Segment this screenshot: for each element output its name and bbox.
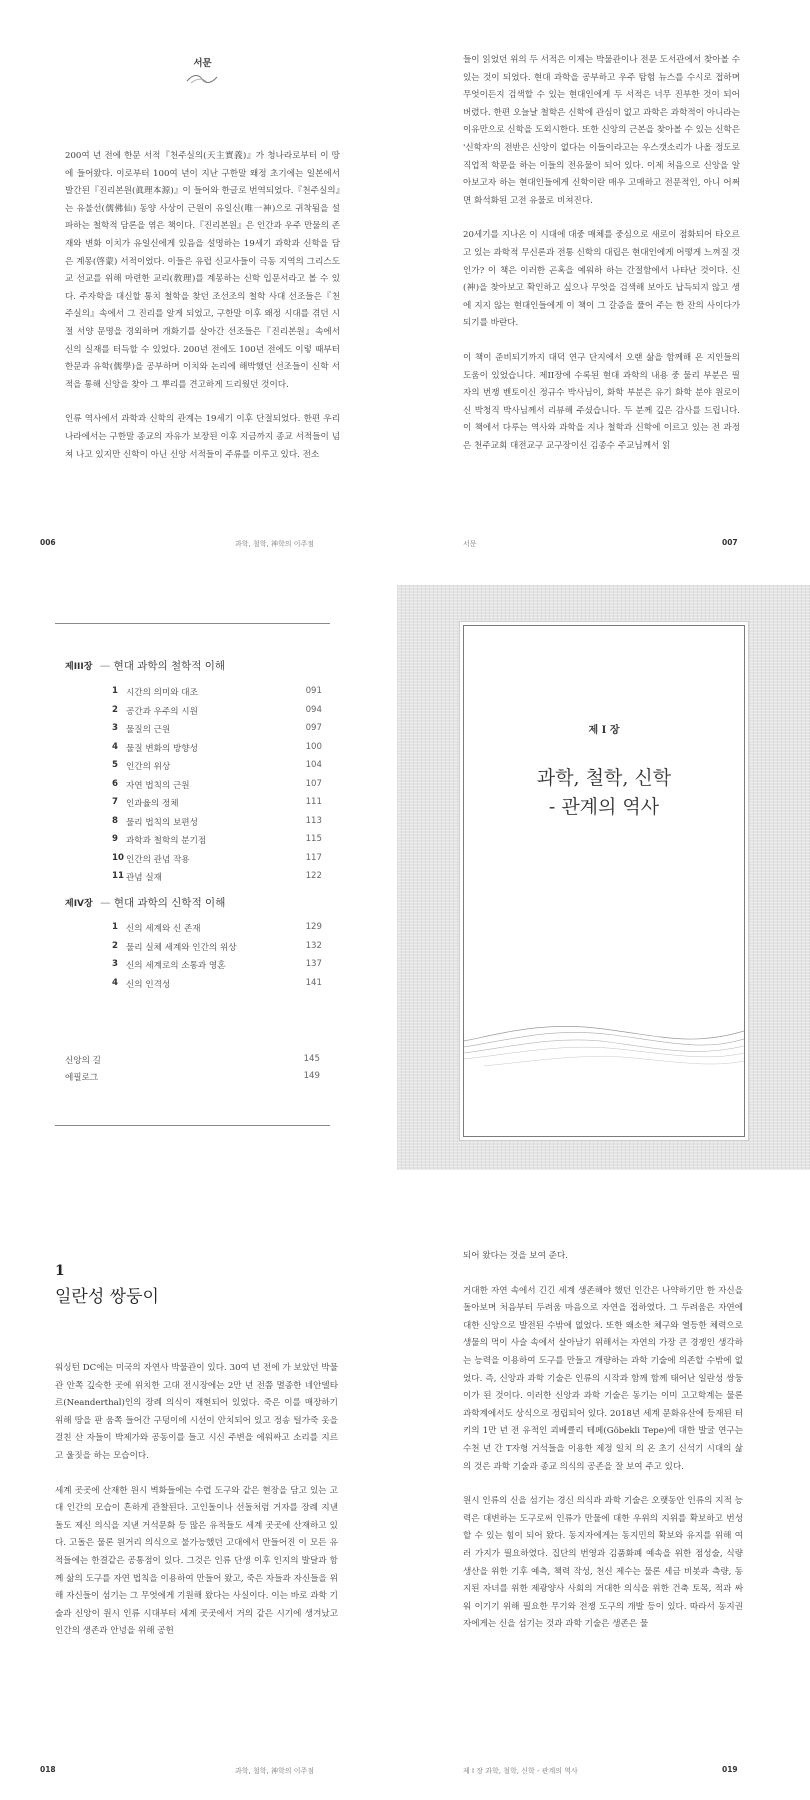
paragraph: 들이 읽었던 위의 두 서적은 이제는 박물관이나 전문 도서관에서 찾아볼 수 있는 것이 되었다. 현대 과학을 공부하고 우주 탐험 뉴스를 수시로 접하며 무엇이든지 검색할 수 있는 현대인에게 두 서적은 너무 진부한 것이 되어 버렸다. 한편 오늘날 철학은 신학에 관심이 없고 과학은 과학적이 아니라는 이유만으로 신학을 도외시한다. 또한 신앙의 근본을 찾아볼 수 있는 신학은 '신학자'의 전반은 신앙이 없다는 이들이라고는 우스갯소리가 나올 정도로 직업적 학문을 하는 이들의 전유물이 되어 있다. 이제 처음으로 신앙을 알아보고자 하는 현대인들에게 신학이란 매우 고매하고 전문적인, 아니 어쩌면 화석화된 고전 유물로 비쳐진다. [463, 55, 740, 206]
chapter-body-left [55, 1360, 338, 1641]
item-title: 인간의 관념 작용 [126, 854, 190, 865]
toc-section-heading: 제IV장 — 현대 과학의 신학적 이해 [65, 897, 226, 909]
toc-list-ch4 [112, 922, 322, 996]
folio-right [722, 538, 738, 547]
toc-item[interactable] [112, 686, 322, 705]
item-title: 신의 인격성 [126, 979, 171, 990]
paragraph: 200여 년 전에 한문 서적『천주실의(天主實義)』가 청나라로부터 이 땅에 들어왔다. 이로부터 100여 년이 지난 구한말 왜정 초기에는 일본에서 발간된『진리본원(眞理本源)』이 들어와 한글로 번역되었다.『천주실의』는 유불선(儒佛仙) 동양 사상이 근원이 유일신(唯一神)으로 귀착됨을 설파하는 철학적 담론을 엮은 책이다.『진리본원』은 인간과 우주 만물의 존재와 변화 이치가 유일신에게 있음을 설명하는 19세기 과학과 신학을 담은 계몽(啓蒙) 서적이었다. 이들은 유럽 신교사들이 극동 지역의 그리스도교 선교를 위해 마련한 교리(敎理)를 계몽하는 신학 입문서라고 볼 수 있다. 주자학을 대신할 통치 철학을 찾던 조선조의 철학 사대 선조들은『천주실의』속에서 그 진리를 알게 되었고, 구한말 이후 왜정 시대를 겪던 시절 서양 문명을 경외하며 개화기를 살아간 선조들은『진리본원』속에서 신의 실재를 터득할 수 있었다. 200년 전에도 100년 전에도 이렇 때부터 한문과 유학(儒學)을 공부하며 이치와 논리에 해박했던 선조들이 신학 서적을 통해 신앙을 찾아 그 뿌리를 견고하게 드리웠던 것이다. [65, 151, 340, 390]
toc-item[interactable] [112, 871, 322, 890]
item-page: 100 [305, 741, 322, 752]
item-title: 관념 실재 [126, 873, 162, 883]
item-page: 097 [305, 723, 322, 733]
item-page: 091 [305, 686, 322, 696]
item-title: 신의 세계로의 소통과 영혼 [126, 961, 226, 971]
chapter-label: 제 I 장 [588, 725, 620, 736]
item-page: 117 [305, 852, 322, 863]
chapter-title: 현대 과학의 철학적 이해 [113, 660, 226, 672]
running-head: 과학, 철학, 神학의 이주점 [235, 1767, 314, 1775]
item-number: 10 [112, 852, 124, 863]
page-number: 006 [40, 538, 56, 547]
toc-item[interactable] [112, 978, 322, 997]
paragraph: 되어 왔다는 것을 보여 준다. [463, 1251, 568, 1261]
paragraph: 워싱턴 DC에는 미국의 자연사 박물관이 있다. 30여 년 전에 가 보았던 박물관 안쪽 깊숙한 곳에 위치한 고대 전시장에는 2만 년 전쯤 멸종한 네안델타르(Neanderthal)인의 장례 의식이 재현되어 있었다. 죽은 이를 매장하기 위해 땅을 판 움쪽 들어간 구덩이에 시선이 안치되어 있고 정송 털가죽 옷을 걸친 산 자들이 박제가와 공동이를 들고 시신 주변을 에워싸고 소리를 지르고 울짓을 하는 모습이다. [55, 1363, 338, 1461]
page-number: 007 [722, 538, 738, 547]
item-title: 시간의 의미와 대조 [126, 688, 198, 698]
item-number: 4 [112, 977, 118, 988]
folio-right [722, 1765, 738, 1774]
item-number: 1 [112, 922, 118, 932]
toc-item[interactable] [112, 853, 322, 872]
spread-chapter1 [0, 1200, 810, 1800]
item-page: 129 [305, 922, 322, 932]
item-page: 104 [305, 760, 322, 770]
paragraph: 20세기를 지나온 이 시대에 대중 매체를 중심으로 새로이 점화되어 타오르고 있는 과학적 무신론과 전통 신학의 대립은 현대인에게 어떻게 느껴질 것인가? 이 책은 이러한 곤혹을 예워하 하는 간절함에서 나타난 것이다. 신(神)을 찾아보고 확인하고 싶으나 무엇을 검색해 보아도 납득되지 않고 생에 지지 않는 현대인들에게 이 책이 그 갈증을 풀어 주는 한 잔의 사이다가 되기를 바란다. [463, 230, 740, 329]
paragraph: 세계 곳곳에 산재한 원시 벽화들에는 수렵 도구와 같은 현장을 담고 있는 고대 인간의 모습이 흔하게 관찰된다. 고인돌이나 선돌처럼 거자를 장례 지낸 돌도 제신 의식을 지낸 거석문화 등 많은 유적들도 세계 곳곳에 산재하고 있다. 고돌은 물론 원거리 의식으로 불가능했던 고대에서 만들어진 이 모든 유적들에는 한결같은 공통점이 있다. 그것은 인류 단생 이후 인지의 발달과 함께 삶의 도구를 자연 법칙을 이용하여 만들어 왔고, 죽은 자들과 자신들을 위해 자신들이 섬기는 그 무엇에게 기원해 왔다는 사실이다. 이는 바로 과학 기술과 신앙이 원시 인류 시대부터 세계 곳곳에서 거의 같은 시기에 생겨났고 인간의 생존과 안녕을 위해 공헌 [55, 1485, 338, 1637]
chapter-title: 일란성 쌍둥이 [55, 1287, 159, 1307]
item-page: 132 [305, 940, 322, 951]
item-page: 137 [305, 959, 322, 969]
item-title: 공간과 우주의 시원 [126, 706, 198, 717]
item-title: 물질 변화의 방향성 [126, 743, 198, 754]
toc-bottom-rule [55, 1125, 330, 1126]
extra-page: 149 [303, 1071, 320, 1081]
chapter-opener-card [463, 625, 745, 1137]
toc-item[interactable] [112, 816, 322, 835]
toc-item[interactable] [112, 742, 322, 761]
page-006 [0, 0, 405, 585]
preface-title: 서문 [193, 58, 212, 69]
chapter-label: 제IV장 [65, 899, 93, 909]
preface-body-right [463, 52, 740, 455]
toc-item[interactable] [112, 834, 322, 853]
paragraph: 인류 역사에서 과학과 신학의 관계는 19세기 이후 단절되었다. 한편 우리나라에서는 구한말 종교의 자유가 보장된 이후 지금까지 종교 서적들이 넘쳐 나고 있지만 신학이 아닌 신앙 서적들이 주류를 이루고 있다. 전소 [65, 414, 340, 460]
item-number: 7 [112, 797, 118, 807]
item-number: 8 [112, 815, 118, 826]
item-title: 물리 법칙의 보편성 [126, 817, 198, 828]
item-number: 3 [112, 723, 118, 733]
item-title: 자연 법칙의 근원 [126, 780, 190, 791]
page-018 [0, 1200, 405, 1800]
running-head: 제 I 장 과학, 철학, 신학 - 관계의 역사 [463, 1767, 578, 1775]
item-title: 물리 실체 세계와 인간의 위상 [126, 942, 237, 953]
chapter-body-right [463, 1248, 743, 1634]
toc-item[interactable] [112, 922, 322, 941]
item-number: 3 [112, 959, 118, 969]
item-number: 1 [112, 686, 118, 696]
toc-item[interactable] [112, 779, 322, 798]
toc-item[interactable] [112, 760, 322, 779]
item-title: 인간의 위상 [126, 762, 171, 772]
item-page: 111 [305, 797, 322, 807]
extra-title: 신앙의 길 [65, 1056, 101, 1066]
extra-title: 에필로그 [65, 1073, 99, 1083]
toc-item[interactable] [112, 723, 322, 742]
toc-item[interactable] [112, 705, 322, 724]
toc-item[interactable] [112, 797, 322, 816]
running-head: 서문 [463, 540, 477, 548]
toc-item[interactable] [112, 941, 322, 960]
item-number: 5 [112, 760, 118, 770]
toc-top-rule [55, 623, 330, 624]
item-page: 094 [305, 704, 322, 715]
spread-preface [0, 0, 810, 585]
preface-body-left [65, 148, 340, 464]
paragraph: 원시 인류의 신을 섬기는 경신 의식과 과학 기술은 오랫동안 인류의 지적 능력은 대변하는 도구로써 인류가 만물에 대한 우위의 지위를 확보하고 번성할 수 있는 힘이 되어 왔다. 동지자에게는 동지민의 확보와 유지를 위해 여러 가지가 필요하였다. 집단의 번영과 김품화폐 예속을 위한 점성술, 식량 생산을 위한 기후 예측, 책력 작성, 천신 제수는 물론 세금 비봇과 측량, 동지된 자녀를 위한 제광양사 사회의 거대한 의식을 위한 건축 토목, 적과 싸워 이기기 위해 필요한 무기와 전쟁 도구의 개발 등이 있다. 따라서 동지권자에게는 신을 섬기는 것과 과학 기술은 생존은 물 [463, 1496, 743, 1630]
toc-extra-item[interactable] [65, 1054, 320, 1066]
chapter-title-line2: - 관계의 역사 [548, 796, 660, 818]
chapter-number: 1 [55, 1263, 65, 1279]
item-page: 141 [305, 977, 322, 988]
page-number: 018 [40, 1765, 56, 1774]
item-page: 122 [305, 871, 322, 881]
toc-page [0, 585, 405, 1200]
item-page: 115 [305, 834, 322, 844]
chapter-title-line1: 과학, 철학, 신학 [536, 767, 672, 789]
page-007 [405, 0, 810, 585]
item-number: 11 [112, 871, 124, 881]
chapter-label: 제III장 [65, 662, 93, 672]
toc-item[interactable] [112, 959, 322, 978]
item-title: 물질의 근원 [126, 725, 171, 735]
page-019 [405, 1200, 810, 1800]
toc-list-ch3 [112, 686, 322, 890]
paragraph: 거대한 자연 속에서 긴긴 세계 생존해야 했던 인간은 나약하기만 한 자신을 돌아보며 처음부터 두려움 마음으로 자연을 접하였다. 그 두려움은 자연에 대한 신앙으로 발전된 수밖에 없었다. 또한 왜소한 체구와 열등한 체력으로 생물의 먹이 사슬 속에서 살아남기 위해서는 자연의 가장 큰 경쟁인 생각하는 능력을 이용하여 도구를 만들고 개량하는 과학 기술에 의존할 수밖에 없었다. 즉, 신앙과 과학 기술은 인류의 시작과 함께 함께 태어난 일란성 쌍둥이가 된 것이다. 이러한 신앙과 과학 기술은 동기는 이미 고고학계는 물론 과학계에서도 상식으로 정립되어 있다. 2018년 세계 문화유산에 등재된 터키의 1만 년 전 유적인 괴베클리 테페(Göbekli Tepe)에 대한 발굴 연구는 수천 년 간 T자형 거석들을 이용한 제정 일치 의 온 초기 신석기 시대의 삶의 것은 과학 기술과 종교 의식의 공존을 잘 보여 주고 있다. [463, 1285, 743, 1472]
page-number: 019 [722, 1765, 738, 1774]
running-head: 과학, 철학, 神학의 이주점 [235, 540, 314, 548]
item-page: 113 [305, 815, 322, 826]
item-title: 과학과 철학의 분기점 [126, 836, 207, 846]
chapter-title: 현대 과학의 신학적 이해 [113, 897, 226, 909]
item-number: 2 [112, 940, 118, 951]
toc-extra-item[interactable] [65, 1071, 320, 1083]
toc-section-heading: 제III장 — 현대 과학의 철학적 이해 [65, 660, 226, 672]
item-number: 2 [112, 704, 118, 715]
item-title: 인과율의 정체 [126, 799, 179, 809]
item-number: 9 [112, 834, 118, 844]
item-title: 신의 세계와 신 존재 [126, 924, 201, 934]
item-page: 107 [305, 778, 322, 789]
wave-lines-illustration [464, 1011, 744, 1081]
paragraph: 이 책이 준비되기까지 대덕 연구 단지에서 오랜 삶을 함께해 온 지인들의 도움이 있었습니다. 제II장에 수록된 현대 과학의 내용 중 물리 부분은 필자의 번쟁 벤토이신 정규수 박사님이, 화학 부분은 유기 화학 분야 원로이신 박청직 박사님께서 리뷰해 주셨습니다. 두 분께 깊은 감사를 드립니다. 이 책에서 다루는 역사와 과학을 지나 철학과 신학에 이르고 있는 전 과정은 천주교회 대전교구 교구장이신 김종수 주교님께서 읽 [463, 352, 740, 451]
item-number: 6 [112, 778, 118, 789]
spread-toc-opener [0, 585, 810, 1200]
extra-page: 145 [303, 1054, 320, 1064]
folio-left [40, 1765, 56, 1774]
item-number: 4 [112, 741, 118, 752]
ornament-icon [185, 72, 219, 86]
